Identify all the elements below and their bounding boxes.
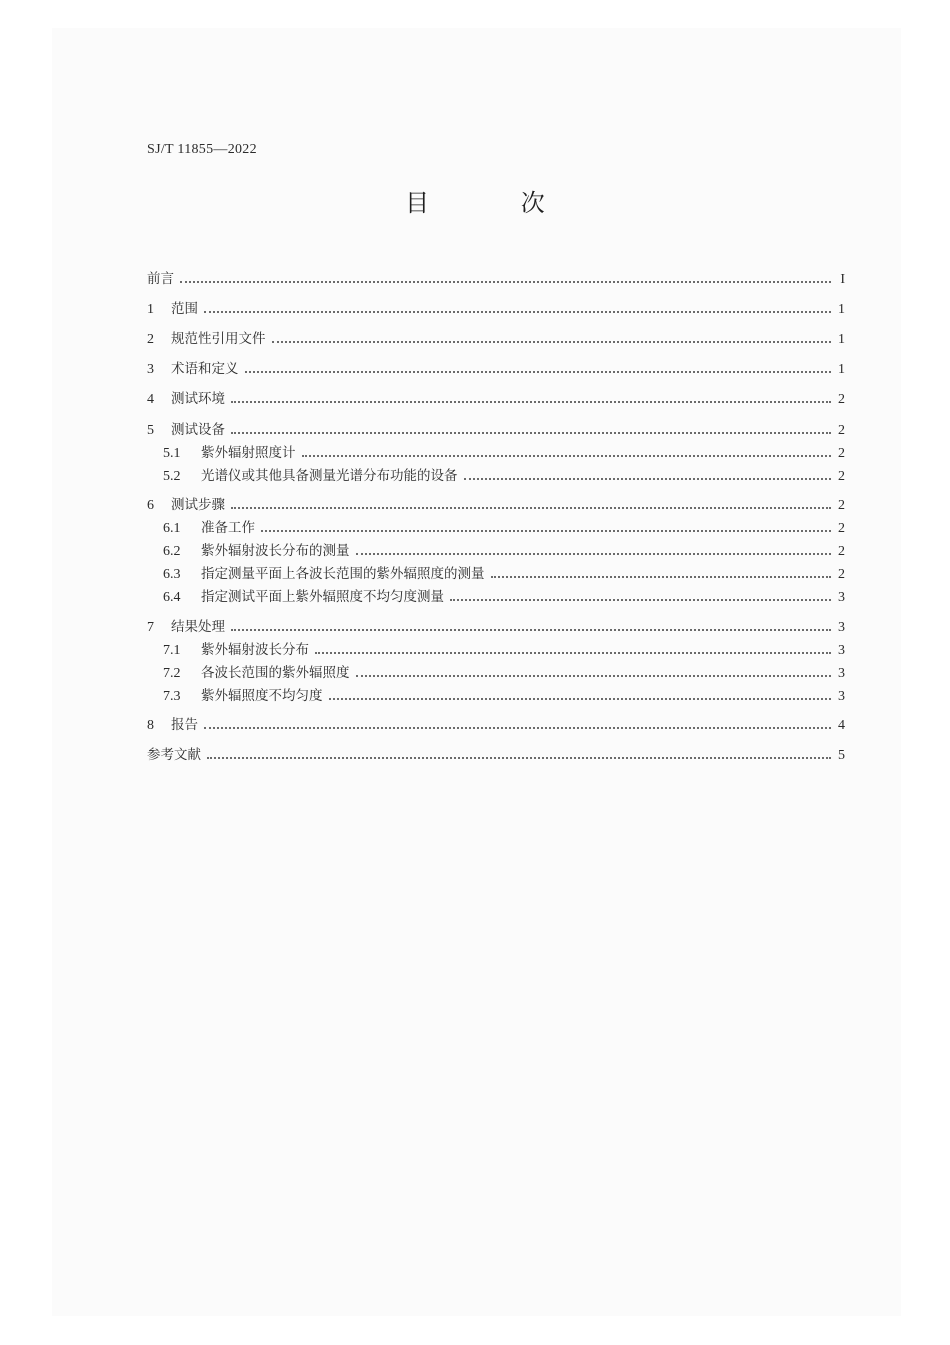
dot-leader [204,726,831,729]
toc-entry-5-1[interactable] [163,441,845,461]
toc-number: 6.3 [163,567,181,582]
toc-page-number: 3 [838,666,845,681]
toc-number: 2 [147,332,154,347]
toc-entry-6-2[interactable] [163,539,845,559]
toc-title: 目 次 [405,189,587,217]
dot-leader [231,431,831,434]
toc-page-number: 1 [838,332,845,347]
toc-entry-7-1[interactable] [163,638,845,658]
toc-page-number: 2 [838,446,845,461]
toc-label: 紫外辐照度不均匀度 [201,688,323,704]
toc-entry-6[interactable] [147,493,845,513]
toc-number: 6.4 [163,590,181,605]
toc-number: 7 [147,620,154,635]
toc-label: 紫外辐射波长分布 [201,642,309,658]
dot-leader [302,454,832,457]
toc-page-number: 3 [838,620,845,635]
toc-page-number: 2 [838,521,845,536]
dot-leader [207,756,831,759]
toc-entry-2[interactable] [147,327,845,347]
toc-label: 各波长范围的紫外辐照度 [201,665,350,681]
dot-leader [329,697,832,700]
toc-page-number: 4 [838,718,845,733]
toc-label: 参考文献 [147,747,201,763]
toc-entry-7[interactable] [147,615,845,635]
toc-entry-5[interactable] [147,418,845,438]
dot-leader [231,628,831,631]
toc-entry-6-3[interactable] [163,562,845,582]
toc-number: 5 [147,423,154,438]
toc-label: 结果处理 [171,619,225,635]
toc-number: 7.3 [163,689,181,704]
dot-leader [204,310,831,313]
dot-leader [315,651,831,654]
toc-number: 5.2 [163,469,181,484]
toc-entry-6-4[interactable] [163,585,845,605]
toc-label: 指定测试平面上紫外辐照度不均匀度测量 [201,589,444,605]
toc-page-number: 2 [838,567,845,582]
toc-label: 术语和定义 [171,361,239,377]
toc-number: 6 [147,498,154,513]
toc-number: 7.1 [163,643,181,658]
toc-entry-7-3[interactable] [163,684,845,704]
toc-page-number: 3 [838,689,845,704]
toc-label: 紫外辐射照度计 [201,445,296,461]
toc-label: 指定测量平面上各波长范围的紫外辐照度的测量 [201,566,485,582]
toc-entry-8[interactable] [147,713,845,733]
toc-page-number: I [840,272,845,287]
toc-entry-1[interactable] [147,297,845,317]
toc-number: 8 [147,718,154,733]
toc-label: 测试设备 [171,422,225,438]
toc-entry-4[interactable] [147,387,845,407]
dot-leader [272,340,832,343]
toc-page-number: 3 [838,590,845,605]
toc-number: 1 [147,302,154,317]
dot-leader [356,552,832,555]
dot-leader [245,370,832,373]
dot-leader [450,598,831,601]
toc-label: 报告 [171,717,198,733]
toc-page-number: 3 [838,643,845,658]
toc-number: 5.1 [163,446,181,461]
toc-label: 测试环境 [171,391,225,407]
toc-label: 测试步骤 [171,497,225,513]
toc-label: 前言 [147,271,174,287]
toc-page-number: 2 [838,423,845,438]
toc-page-number: 1 [838,362,845,377]
toc-number: 3 [147,362,154,377]
toc-label: 准备工作 [201,520,255,536]
toc-number: 4 [147,392,154,407]
toc-page-number: 2 [838,498,845,513]
toc-entry-6-1[interactable] [163,516,845,536]
toc-page-number: 1 [838,302,845,317]
dot-leader [464,477,832,480]
toc-entry-foreword[interactable] [147,267,845,287]
toc-label: 紫外辐射波长分布的测量 [201,543,350,559]
toc-label: 范围 [171,301,198,317]
toc-page-number: 2 [838,392,845,407]
toc-number: 7.2 [163,666,181,681]
dot-leader [356,674,832,677]
toc-entry-3[interactable] [147,357,845,377]
toc-entry-7-2[interactable] [163,661,845,681]
toc-page-number: 2 [838,544,845,559]
toc-number: 6.1 [163,521,181,536]
dot-leader [231,506,831,509]
toc-entry-references[interactable] [147,743,845,763]
toc-page-number: 5 [838,748,845,763]
standard-code: SJ/T 11855—2022 [147,142,257,157]
toc-number: 6.2 [163,544,181,559]
toc-label: 规范性引用文件 [171,331,266,347]
dot-leader [261,529,831,532]
toc-label: 光谱仪或其他具备测量光谱分布功能的设备 [201,468,458,484]
dot-leader [180,280,831,283]
toc-entry-5-2[interactable] [163,464,845,484]
dot-leader [231,400,831,403]
dot-leader [491,575,832,578]
toc-page-number: 2 [838,469,845,484]
